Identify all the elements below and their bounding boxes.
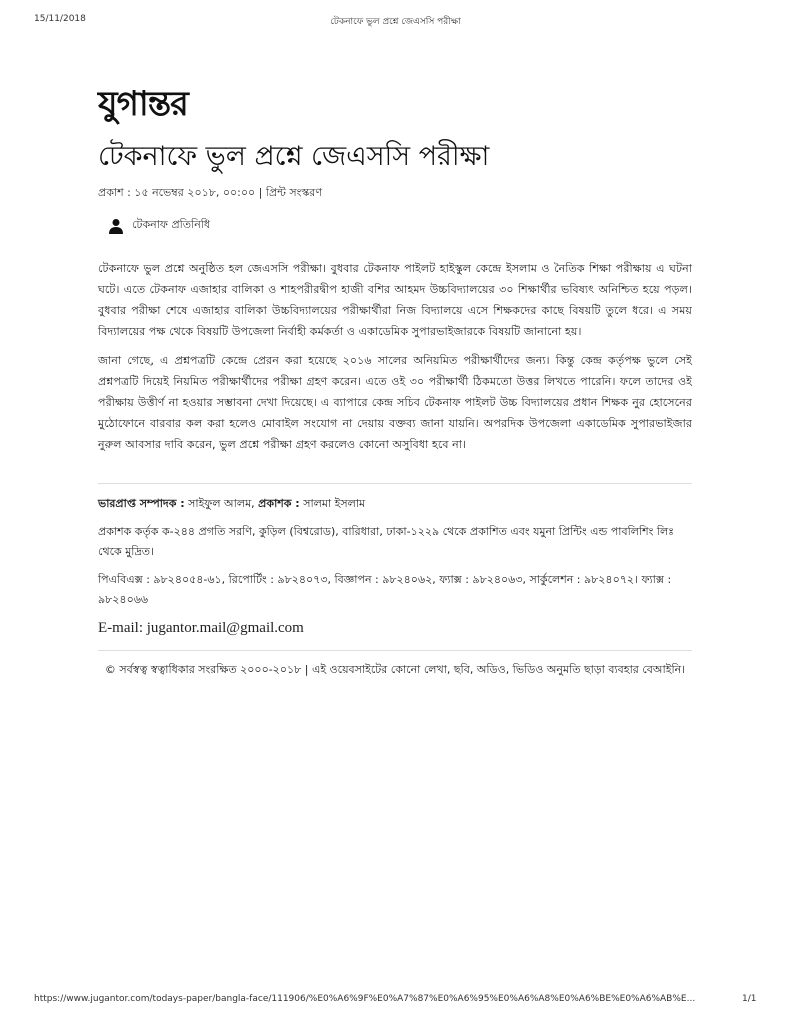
site-footer	[98, 494, 692, 646]
publish-meta: প্রকাশ : ১৫ নভেম্বর ২০১৮, ০০:০০ | প্রিন্ট সংস্করণ	[98, 186, 323, 199]
article-body	[98, 258, 692, 463]
editor-label: ভারপ্রাপ্ত সম্পাদক :	[98, 497, 185, 510]
email[interactable]: E-mail: jugantor.mail@gmail.com	[98, 620, 304, 636]
jugantor-logo[interactable]: যুগান্তর	[98, 84, 188, 124]
print-date: 15/11/2018	[34, 14, 86, 24]
paragraph: টেকনাফে ভুল প্রশ্নে অনুষ্ঠিত হল জেএসসি পরীক্ষা। বুধবার টেকনাফ পাইলট হাইস্কুল কেন্দ্রে ইসলাম ও নৈতিক শিক্ষা পরীক্ষায় এ ঘটনা ঘটে। এতে টেকনাফ এজাহার বালিকা ও শাহপরীরদ্বীপ হাজী বশির আহমদ উচ্চবিদ্যালয়ের ৩০ শিক্ষার্থীর ভবিষ্যৎ অনিশ্চিত হয়ে পড়ল। বুধবার পরীক্ষা শেষে এজাহার বালিকা উচ্চবিদ্যালয়ের পরীক্ষার্থীরা নিজ বিদ্যালয়ে এসে শিক্ষকদের কাছে বিষয়টি তুলে ধরে। এ সময় বিদ্যালয়ের পক্ষ থেকে বিষয়টি উপজেলা নির্বাহী কর্মকর্তা ও একাডেমিক সুপারভাইজারকে বিষয়টি জানানো হয়।	[98, 262, 692, 338]
print-title: টেকনাফে ভুল প্রশ্নে জেএসসি পরীক্ষা	[330, 17, 461, 27]
headline: টেকনাফে ভুল প্রশ্নে জেএসসি পরীক্ষা	[98, 141, 490, 172]
page-number: 1/1	[742, 994, 757, 1004]
publisher-label: প্রকাশক :	[258, 497, 300, 510]
publisher-name: সালমা ইসলাম	[303, 497, 366, 510]
author	[108, 216, 210, 235]
copyright: © সর্বস্বত্ব স্বত্বাধিকার সংরক্ষিত ২০০০-২০১৮ | এই ওয়েবসাইটের কোনো লেখা, ছবি, অডিও, ভিডিও অনুমতি ছাড়া ব্যবহার বেআইনি।	[104, 663, 686, 676]
phones: পিএবিএক্স : ৯৮২৪০৫৪-৬১, রিপোর্টিং : ৯৮২৪০৭৩, বিজ্ঞাপন : ৯৮২৪০৬২, ফ্যাক্স : ৯৮২৪০৬৩, সার্কুলেশন : ৯৮২৪০৭২। ফ্যাক্স : ৯৮২৪০৬৬	[98, 573, 672, 606]
person-icon	[108, 218, 124, 234]
author-name: টেকনাফ প্রতিনিধি	[132, 218, 211, 231]
print-url: https://www.jugantor.com/todays-paper/bangla-face/111906/%E0%A6%9F%E0%A7%87%E0%A6%95%E0%A6%A8%E0%A6%BE%E0%A6%AB%E...	[34, 994, 696, 1004]
paragraph: জানা গেছে, এ প্রশ্নপত্রটি কেন্দ্রে প্রেরন করা হয়েছে ২০১৬ সালের অনিয়মিত পরীক্ষার্থীদের জন্য। কিন্তু কেন্দ্র কর্তৃপক্ষ ভুলে সেই প্রশ্নপত্রটি দিয়েই নিয়মিত পরীক্ষার্থীদের পরীক্ষা গ্রহণ করেন। এতে ওই ৩০ পরীক্ষার্থী ঠিকমতো উত্তর লিখতে পারেনি। ফলে তাদের ওই পরীক্ষায় উত্তীর্ণ না হওয়ার সম্ভাবনা দেখা দিয়েছে। এ ব্যাপারে কেন্দ্র সচিব টেকনাফ পাইলট উচ্চ বিদ্যালয়ের প্রধান শিক্ষক নুর হোসেনের মুঠোফোনে বারবার কল করা হলেও মোবাইল সংযোগ না দেয়ায় বক্তব্য জানা যায়নি। অপরদিক উপজেলা একাডেমিক সুপারভাইজার নুরুল আবসার দাবি করেন, ভুল প্রশ্নে পরীক্ষা গ্রহণ করলেও কোনো অসুবিধা হবে না।	[98, 354, 692, 451]
divider	[98, 650, 692, 651]
divider	[98, 483, 692, 484]
editor-name: সাইফুল আলম,	[188, 497, 255, 510]
address: প্রকাশক কর্তৃক ক-২৪৪ প্রগতি সরণি, কুড়িল (বিশ্বরোড), বারিধারা, ঢাকা-১২২৯ থেকে প্রকাশিত এবং যমুনা প্রিন্টিং এন্ড পাবলিশিং লিঃ থেকে মুদ্রিত।	[98, 525, 675, 558]
